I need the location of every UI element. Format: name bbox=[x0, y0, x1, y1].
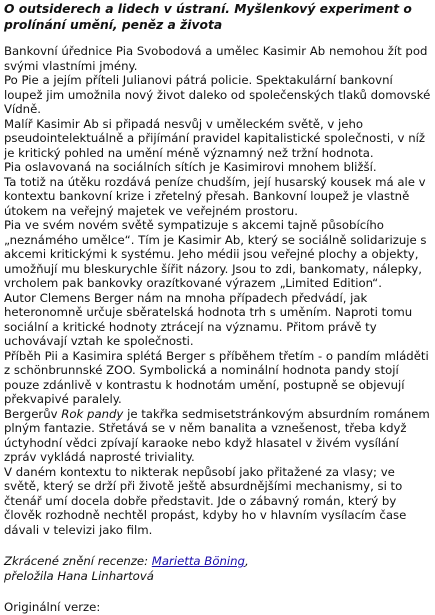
paragraph: Bankovní úřednice Pia Svobodová a umělec Kasimir Ab nemohou žít pod svými vlastními jmény. bbox=[4, 44, 428, 73]
paragraph-text: Bergerův bbox=[4, 406, 62, 421]
original-version-label: Originální verze: bbox=[4, 600, 101, 614]
paragraph: Po Pie a jejím příteli Julianovi pátrá policie. Spektakulární bankovní loupež jim umožnila nový život daleko od společenských tlaků domovské Vídně. bbox=[4, 73, 431, 116]
paragraph: Malíř Kasimir Ab si připadá nesvůj v uměleckém světě, v jeho pseudointelektuálně a přijímání pravidel kapitalistické společnosti, v níž je kritický pohled na umění méně významný než tržní hodnota. bbox=[4, 116, 425, 160]
article-body bbox=[4, 44, 432, 537]
paragraph: Příběh Pii a Kasimira splétá Berger s příběhem třetím - o pandím mláděti z schönbrunnské ZOO. Symbolická a nominální hodnota pandy stojí pouze zdánlivě v kontrastu k hodnotám umění, postupně se objevují překvapivé paralely. bbox=[4, 348, 429, 406]
article bbox=[4, 0, 432, 615]
book-title: Rok pandy bbox=[61, 406, 124, 421]
review-credit bbox=[4, 554, 432, 583]
paragraph-closing: V daném kontextu to nikterak nepůsobí jako přitažené za vlasy; ve světě, který se drží při životě ještě absurdnějšími mechanismy, si to čtenář umí docela dobře představit. Jde o zábavný román, který by člověk rozhodně nechtěl propást, kdyby ho v hlavním vysílacím čase dávali v televizi jako film. bbox=[4, 464, 407, 537]
credit-prefix: Zkrácené znění recenze: bbox=[4, 554, 152, 568]
article-title: O outsiderech a lidech v ústraní. Myšlenkový experiment o prolínání umění, peněz a života bbox=[4, 2, 412, 32]
credit-suffix: , bbox=[244, 554, 249, 568]
paragraph-bergeruv bbox=[4, 407, 432, 465]
paragraph: Pia ve svém novém světě sympatizuje s akcemi tajně působícího „neznámého umělce“. Tím je Kasimir Ab, který se sociálně solidarizuje s akcemi kritickými k systému. Jeho médii jsou veřejné plochy a objekty, umožňují mu bleskurychle šířit názory. Jsou to zdi, bankomaty, nálepky, vrcholem pak bankovky orazítkované výrazem „Limited Edition“. bbox=[4, 218, 427, 290]
paragraph: Autor Clemens Berger nám na mnoha případech předvádí, jak heteronomně určuje sběratelská hodnota trh s uměním. Naproti tomu sociální a kritické hodnoty ztrácejí na významu. Přitom právě ty uchovávají vztah ke společnosti. bbox=[4, 290, 413, 348]
paragraph-text: je takřka sedmisetstránkovým absurdním románem plným fantazie. Střetává se v něm banalita a vznešenost, třeba když úctyhodní vědci zpívají karaoke nebo když hlasatel v živém vysílání zpráv vykládá naprosté triviality. bbox=[4, 406, 430, 464]
translator-credit: přeložila Hana Linhartová bbox=[4, 568, 154, 583]
author-link[interactable]: Marietta Böning bbox=[151, 554, 245, 568]
paragraph: Ta totiž na útěku rozdává peníze chudším, její husarský kousek má ale v kontextu bankovní krize i zřetelný přesah. Bankovní loupež je vlastně útokem na veřejný majetek ve veřejném prostoru. bbox=[4, 174, 426, 218]
paragraph: Pia oslavovaná na sociálních sítích je Kasimirovi mnohem bližší. bbox=[4, 160, 377, 174]
